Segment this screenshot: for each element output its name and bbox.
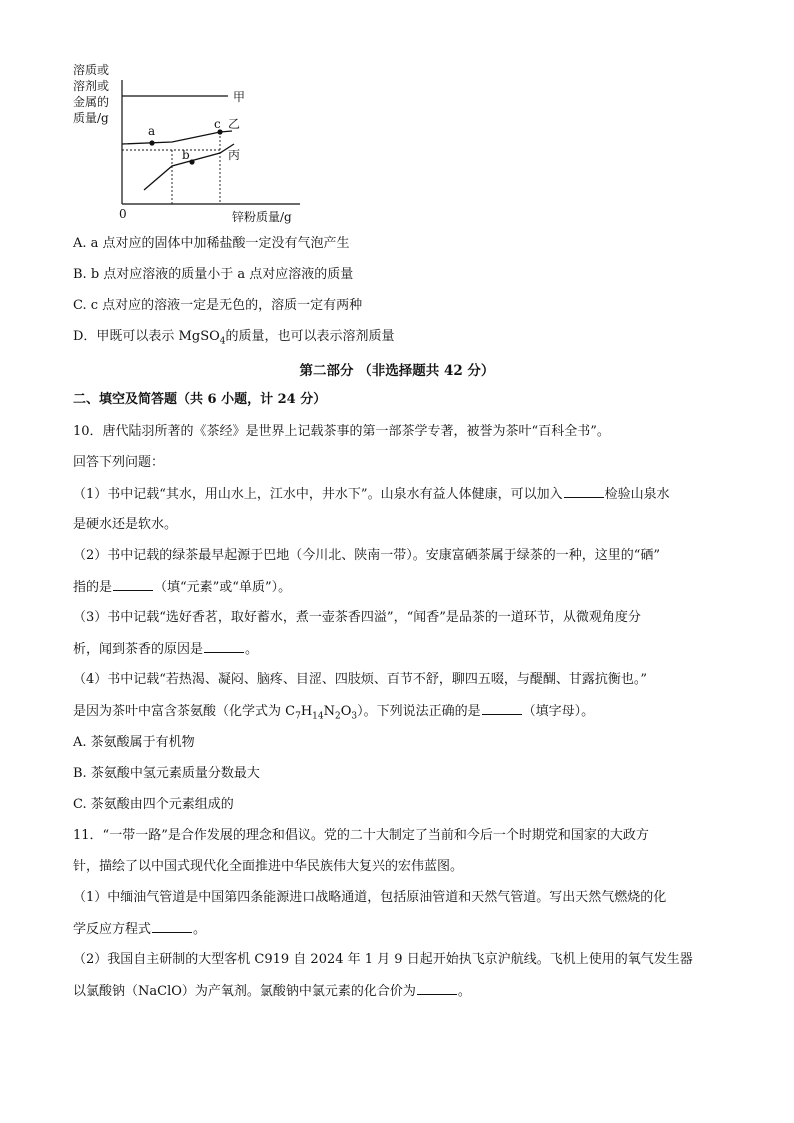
q11-p1-text-c: 。 bbox=[193, 922, 207, 937]
q9-option-d-post: 的质量，也可以表示溶剂质量 bbox=[225, 329, 395, 344]
q9-option-d bbox=[73, 328, 395, 351]
part2-title: 第二部分 （非选择题共 42 分） bbox=[299, 363, 495, 379]
formula-sub: 14 bbox=[312, 711, 324, 722]
q11-part2-line2 bbox=[73, 982, 471, 1001]
curve-jia-label: 甲 bbox=[233, 90, 246, 104]
point-c-label: c bbox=[214, 117, 221, 131]
point-b-label: b bbox=[182, 148, 190, 162]
q11-part1-line1: （1）中缅油气管道是中国第四条能源进口战略通道，包括原油管道和天然气管道。写出天然气燃烧的化 bbox=[73, 890, 667, 905]
point-a bbox=[149, 140, 154, 145]
q11-p2-text-c: 。 bbox=[457, 984, 471, 999]
q10-p3-text-b: 析，闻到茶香的原因是 bbox=[73, 642, 204, 657]
q9-option-b: B. b 点对应溶液的质量小于 a 点对应溶液的质量 bbox=[73, 267, 354, 282]
q10-p1-text-a: （1）书中记载“其水，用山水上，江水中，井水下”。山泉水有益人体健康，可以加入 bbox=[73, 487, 563, 502]
q10-p3-text-c: 。 bbox=[245, 642, 259, 657]
q11-part2-line1: （2）我国自主研制的大型客机 C919 自 2024 年 1 月 9 日起开始执飞京沪航线。飞机上使用的氧气发生器 bbox=[73, 952, 693, 967]
formula-h: H bbox=[300, 704, 313, 719]
curve-bing-label: 丙 bbox=[228, 148, 241, 162]
q10-part1-line2: 是硬水还是软水。 bbox=[73, 517, 178, 532]
q10-prompt: 回答下列问题： bbox=[73, 455, 165, 470]
y-axis-label-line3: 金属的 bbox=[73, 95, 110, 109]
q10-p2-text-b: 指的是 bbox=[73, 580, 113, 595]
formula-sub: 7 bbox=[295, 711, 301, 722]
q10-p2-text-c: （填“元素”或“单质”）。 bbox=[154, 580, 292, 595]
q11-stem-line1: 11．“一带一路”是合作发展的理念和倡议。党的二十大制定了当前和今后一个时期党和国家的大政方 bbox=[73, 828, 649, 843]
q9-option-a: A. a 点对应的固体中加稀盐酸一定没有气泡产生 bbox=[73, 236, 350, 251]
q10-part2-line2 bbox=[73, 578, 291, 597]
q10-part3-line1: （3）书中记载“选好香茗，取好蓄水，煮一壶茶香四溢”，“闻香”是品茶的一道环节，从微观角度分 bbox=[73, 610, 641, 625]
formula-n: N bbox=[323, 704, 335, 719]
q11-p1-text-b: 学反应方程式 bbox=[73, 922, 152, 937]
x-axis-label: 锌粉质量/g bbox=[232, 210, 292, 224]
formula-sub: 2 bbox=[335, 711, 341, 722]
q10-option-a: A. 茶氨酸属于有机物 bbox=[73, 735, 195, 750]
answer-blank[interactable] bbox=[564, 485, 604, 498]
answer-blank[interactable] bbox=[204, 640, 244, 653]
q10-option-c: C. 茶氨酸由四个元素组成的 bbox=[73, 797, 234, 812]
q11-stem-line2: 针，描绘了以中国式现代化全面推进中华民族伟大复兴的宏伟蓝图。 bbox=[73, 859, 464, 874]
q9-option-c: C. c 点对应的溶液一定是无色的，溶质一定有两种 bbox=[73, 298, 363, 313]
origin-label: 0 bbox=[119, 207, 127, 221]
y-axis-label-line4: 质量/g bbox=[73, 111, 109, 125]
q10-p1-text-b: 检验山泉水 bbox=[604, 487, 670, 502]
y-axis-label-line2: 溶剂或 bbox=[73, 79, 110, 93]
curve-yi-label: 乙 bbox=[228, 117, 241, 131]
answer-blank[interactable] bbox=[113, 578, 153, 591]
q10-option-b: B. 茶氨酸中氢元素质量分数最大 bbox=[73, 766, 260, 781]
q10-p4-text-c: ）。下列说法正确的是 bbox=[357, 704, 481, 719]
q10-p4-text-d: （填字母）。 bbox=[522, 704, 595, 719]
answer-blank[interactable] bbox=[417, 982, 457, 995]
q10-part1-line1 bbox=[73, 485, 670, 504]
point-a-label: a bbox=[148, 124, 156, 138]
q10-p4-text-b: 是因为茶叶中富含茶氨酸（化学式为 C bbox=[73, 704, 296, 719]
formula-o: O bbox=[340, 704, 352, 719]
q10-stem: 10．唐代陆羽所著的《茶经》是世界上记载茶事的第一部茶学专著，被誉为茶叶“百科全书”。 bbox=[73, 424, 610, 439]
q10-part2-line1: （2）书中记载的绿茶最早起源于巴地（今川北、陕南一带）。安康富硒茶属于绿茶的一种，这里的“硒” bbox=[73, 548, 661, 563]
q11-part1-line2 bbox=[73, 920, 206, 939]
y-axis-label-line1: 溶质或 bbox=[73, 63, 110, 77]
q9-option-d-sub: 4 bbox=[219, 336, 226, 347]
answer-blank[interactable] bbox=[152, 920, 192, 933]
curve-yi bbox=[122, 131, 232, 144]
formula-sub: 3 bbox=[351, 711, 358, 722]
zinc-mass-graph bbox=[60, 58, 320, 228]
point-b bbox=[189, 159, 194, 164]
q9-option-d-pre: D．甲既可以表示 MgSO bbox=[73, 329, 220, 344]
q11-p2-text-b: 以氯酸钠（NaClO）为产氧剂。氯酸钠中氯元素的化合价为 bbox=[73, 984, 416, 999]
answer-blank[interactable] bbox=[482, 702, 522, 715]
section2-title: 二、填空及简答题（共 6 小题，计 24 分） bbox=[73, 392, 327, 407]
q10-part4-line1: （4）书中记载“若热渴、凝闷、脑疼、目涩、四肢烦、百节不舒，聊四五啜，与醍醐、甘露抗衡也。” bbox=[73, 672, 648, 687]
q10-part3-line2 bbox=[73, 640, 258, 659]
q10-part4-line2 bbox=[73, 702, 594, 726]
